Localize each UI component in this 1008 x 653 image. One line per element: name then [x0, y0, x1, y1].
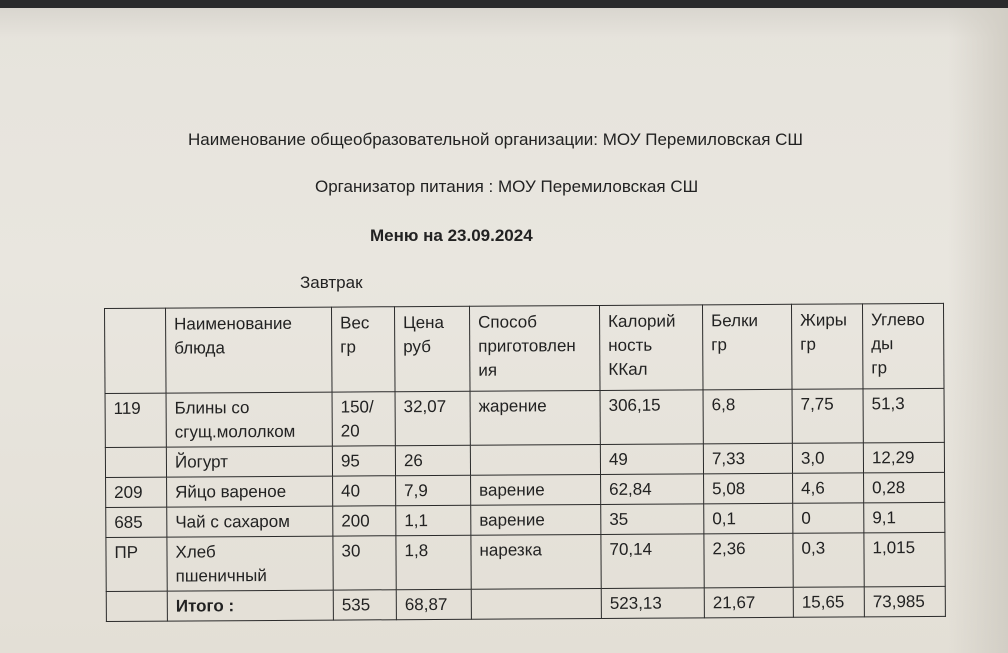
food-organizer-line: Организатор питания : МОУ Перемиловская СШ: [315, 177, 699, 196]
cell-price: 1,8: [396, 535, 471, 589]
total-row: [106, 586, 945, 621]
cell-dish-name: Яйцо вареное: [167, 476, 333, 507]
header-weight: Вес гр: [331, 307, 395, 392]
cell-method: [471, 588, 601, 619]
header-calories: Калорий ность ККал: [599, 305, 703, 391]
cell-code: 119: [105, 393, 166, 447]
cell-method: варение: [471, 504, 601, 535]
header-protein: Белки гр: [702, 304, 792, 390]
cell-carbs: 1,015: [864, 532, 945, 586]
total-price: 68,87: [396, 589, 471, 619]
cell-code: 209: [106, 477, 167, 507]
table-row: [106, 532, 945, 591]
cell-protein: 6,8: [703, 389, 792, 444]
cell-carbs: 51,3: [863, 388, 944, 442]
cell-code: [105, 447, 166, 477]
menu-document: [0, 8, 1008, 653]
cell-code: [106, 591, 167, 621]
cell-price: 1,1: [396, 505, 471, 535]
header-fat: Жиры гр: [791, 304, 863, 389]
cell-weight: 150/ 20: [332, 392, 395, 446]
cell-price: 7,9: [396, 475, 471, 505]
total-weight: 535: [333, 590, 396, 620]
cell-fat: 0: [793, 503, 864, 533]
cell-fat: 0,3: [793, 533, 864, 587]
cell-dish-name: Хлеб пшеничный: [167, 536, 333, 591]
cell-protein: 0,1: [704, 503, 793, 534]
menu-title: Меню на 23.09.2024: [370, 226, 533, 245]
cell-dish-name: Блины со сгущ.мололком: [166, 392, 332, 447]
cell-price: 26: [395, 445, 470, 475]
header-cooking-method: Способ приготовлен ия: [469, 305, 600, 391]
total-fat: 15,65: [793, 587, 864, 617]
cell-method: варение: [471, 474, 601, 505]
total-protein: 21,67: [704, 587, 793, 618]
header-carbs: Углево ды гр: [862, 303, 944, 388]
cell-protein: 2,36: [704, 533, 793, 588]
table-row: [105, 388, 944, 447]
cell-weight: 30: [333, 536, 396, 590]
cell-weight: 95: [332, 446, 395, 476]
total-carbs: 73,985: [864, 586, 945, 616]
cell-calories: 35: [601, 504, 704, 535]
cell-method: жарение: [470, 390, 600, 445]
cell-code: 685: [106, 507, 167, 537]
cell-dish-name: Чай с сахаром: [167, 506, 333, 537]
cell-weight: 200: [333, 506, 396, 536]
cell-weight: 40: [333, 476, 396, 506]
header-price: Цена руб: [394, 306, 470, 391]
meal-label: Завтрак: [300, 273, 363, 292]
cell-method: нарезка: [471, 534, 601, 589]
cell-carbs: 0,28: [864, 472, 945, 502]
cell-price: 32,07: [395, 391, 470, 445]
table-header-row: [105, 303, 945, 393]
cell-dish-name: Йогурт: [166, 446, 332, 477]
cell-calories: 49: [600, 444, 703, 475]
cell-code: ПР: [106, 537, 167, 591]
cell-fat: 3,0: [792, 443, 863, 473]
menu-table-body: [105, 303, 946, 621]
cell-calories: 70,14: [601, 534, 704, 589]
cell-carbs: 9,1: [864, 502, 945, 532]
cell-calories: 62,84: [601, 474, 704, 505]
cell-fat: 4,6: [793, 473, 864, 503]
total-label: Итого :: [167, 590, 333, 621]
menu-table: [104, 303, 946, 622]
cell-calories: 306,15: [600, 390, 703, 445]
total-calories: 523,13: [601, 588, 704, 619]
organization-line: Наименование общеобразовательной организации: МОУ Перемиловская СШ: [188, 130, 803, 149]
cell-protein: 5,08: [704, 473, 793, 504]
cell-fat: 7,75: [792, 389, 863, 443]
cell-carbs: 12,29: [863, 442, 944, 472]
header-code: [105, 308, 167, 393]
cell-method: [470, 444, 600, 475]
header-dish-name: Наименование блюда: [166, 307, 333, 393]
cell-protein: 7,33: [703, 443, 792, 474]
